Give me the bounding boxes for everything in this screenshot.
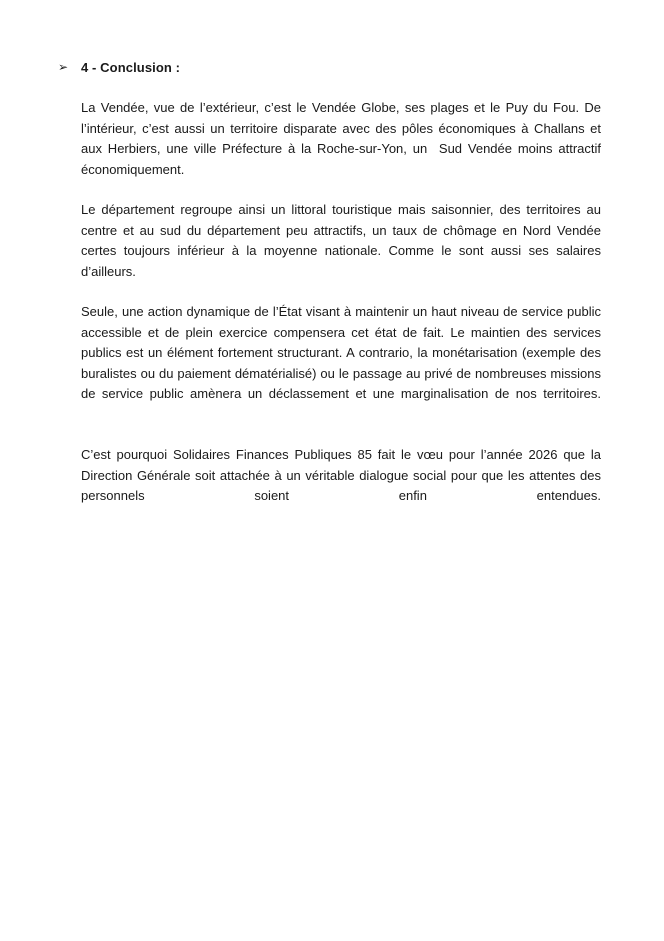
blank-line-after-heading — [81, 78, 601, 98]
blank-line-before-closing — [81, 425, 601, 445]
paragraph-closing-statement: C’est pourquoi Solidaires Finances Publiques 85 fait le vœu pour l’année 2026 que la Direction Générale soit attachée à un véritable dialogue social pour que les attentes des personnels soient enfin entendues. — [81, 447, 605, 504]
paragraph-departement-territoires: Le département regroupe ainsi un littoral touristique mais saisonnier, des territoires au centre et au sud du département peu attractifs, un taux de chômage en Nord Vendée certes toujours inférieur à la moyenne nationale. Comme le sont aussi ses salaires d’ailleurs. — [81, 202, 605, 279]
section-heading-label: 4 - Conclusion : — [81, 60, 181, 75]
document-content — [58, 58, 605, 527]
arrowhead-bullet-icon: ➢ — [58, 60, 69, 74]
section-heading — [58, 58, 601, 78]
paragraph-vendee-presentation: La Vendée, vue de l’extérieur, c’est le Vendée Globe, ses plages et le Puy du Fou. De l’intérieur, c’est aussi un territoire disparate avec des pôles économiques à Challans et aux Herbiers, une ville Préfecture à la Roche-sur-Yon, un Sud Vendée moins attractif économiquement. — [81, 100, 605, 177]
body-text-block — [81, 78, 605, 527]
paragraph-service-public: Seule, une action dynamique de l’État visant à maintenir un haut niveau de service public accessible et de plein exercice compensera cet état de fait. Le maintien des services publics est un élément fortement structurant. A contrario, la monétarisation (exemple des buralistes ou du paiement dématérialisé) ou le passage au privé de nombreuses missions de service public amènera un déclassement et une marginalisation de nos territoires. — [81, 304, 605, 402]
